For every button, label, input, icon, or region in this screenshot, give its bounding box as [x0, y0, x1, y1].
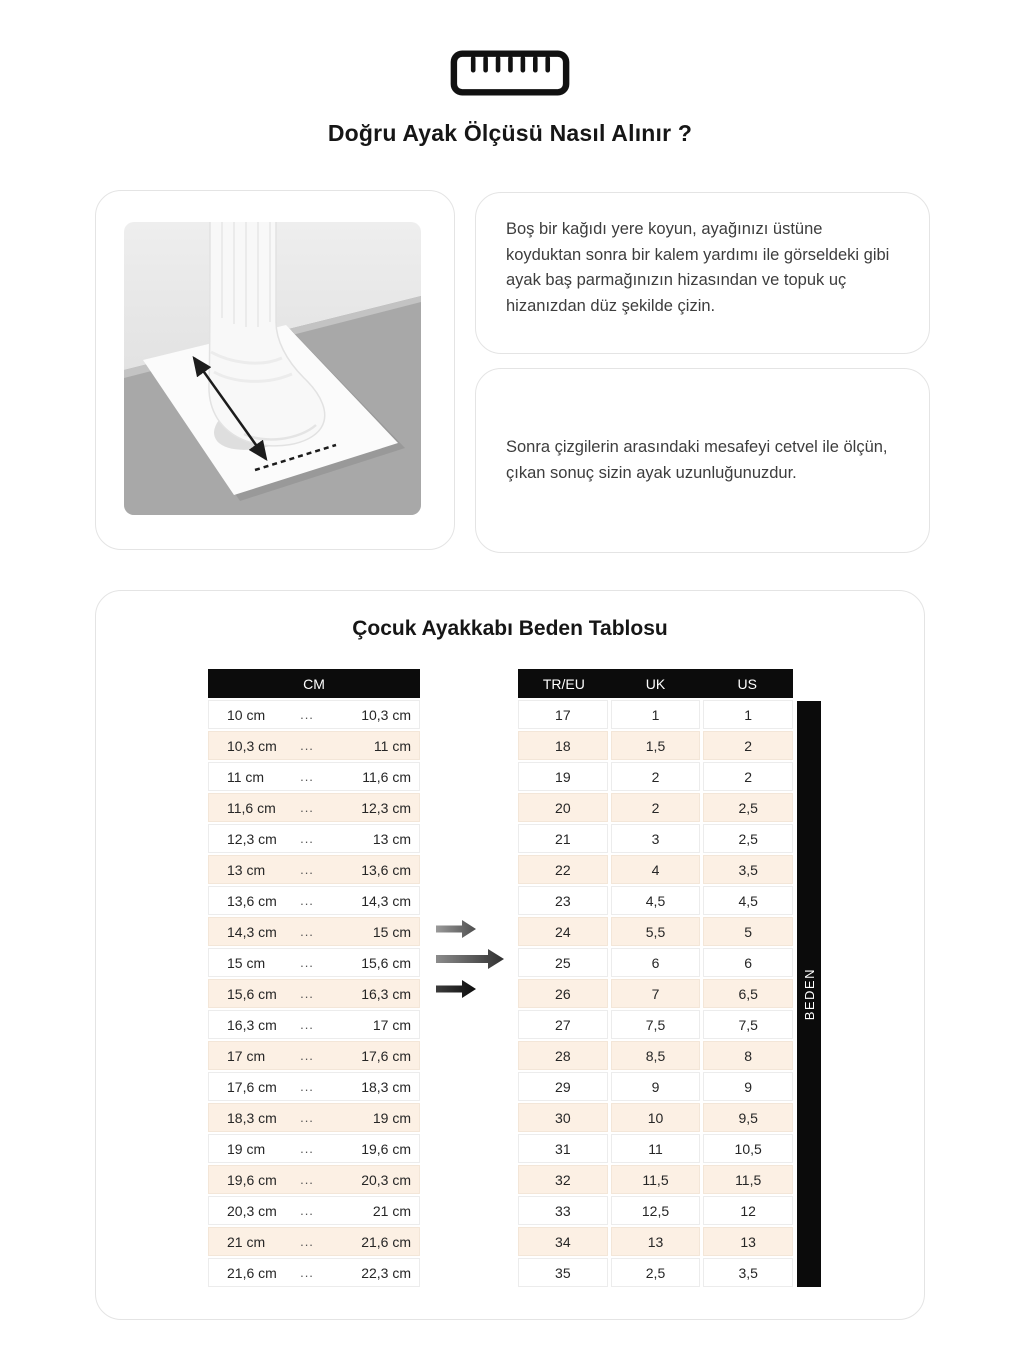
size-row [518, 762, 793, 791]
instruction-step-1-card [475, 192, 930, 354]
size-cell: 25 [518, 948, 608, 977]
cm-to-cell: 16,3 cm [361, 985, 411, 1002]
size-cell: 33 [518, 1196, 608, 1225]
size-row [518, 700, 793, 729]
cm-from-cell: 21,6 cm [227, 1264, 277, 1281]
size-cell: 34 [518, 1227, 608, 1256]
size-row [518, 979, 793, 1008]
size-cell: 10 [611, 1103, 701, 1132]
range-separator: ... [300, 1203, 314, 1218]
cm-range-row [208, 762, 420, 791]
size-row [518, 1010, 793, 1039]
cm-from-cell: 19,6 cm [227, 1171, 277, 1188]
beden-side-label [797, 701, 821, 1287]
size-conversion-body [518, 700, 793, 1287]
size-cell: 13 [611, 1227, 701, 1256]
size-column-header: TR/EU [542, 675, 585, 692]
size-cell: 11,5 [703, 1165, 793, 1194]
cm-from-cell: 13 cm [227, 861, 266, 878]
size-cell: 26 [518, 979, 608, 1008]
arrow-right-icon [436, 919, 490, 939]
size-row [518, 917, 793, 946]
range-separator: ... [300, 1110, 314, 1125]
size-cell: 7 [611, 979, 701, 1008]
range-separator: ... [300, 769, 314, 784]
size-cell: 13 [703, 1227, 793, 1256]
size-cell: 2,5 [703, 793, 793, 822]
size-cell: 22 [518, 855, 608, 884]
size-cell: 1 [611, 700, 701, 729]
cm-range-row [208, 1010, 420, 1039]
foot-photo-card [95, 190, 455, 550]
cm-to-cell: 14,3 cm [361, 892, 411, 909]
size-row [518, 948, 793, 977]
cm-range-table [208, 669, 420, 1289]
size-cell: 28 [518, 1041, 608, 1070]
foot-measurement-illustration [124, 222, 421, 515]
size-cell: 8,5 [611, 1041, 701, 1070]
cm-from-cell: 21 cm [227, 1233, 266, 1250]
cm-range-row [208, 1041, 420, 1070]
cm-range-row [208, 1072, 420, 1101]
range-separator: ... [300, 1079, 314, 1094]
cm-range-row [208, 1196, 420, 1225]
size-cell: 17 [518, 700, 608, 729]
size-cell: 20 [518, 793, 608, 822]
cm-from-cell: 17,6 cm [227, 1078, 277, 1095]
size-table-title: Çocuk Ayakkabı Beden Tablosu [352, 617, 668, 640]
size-cell: 9 [703, 1072, 793, 1101]
size-column-header: US [737, 675, 757, 692]
size-row [518, 1103, 793, 1132]
ruler-icon-svg [450, 50, 570, 96]
cm-table-header: CM [208, 669, 420, 698]
size-row [518, 793, 793, 822]
page-title: Doğru Ayak Ölçüsü Nasıl Alınır ? [327, 120, 693, 146]
cm-range-row [208, 793, 420, 822]
cm-range-row [208, 731, 420, 760]
size-table-card [95, 590, 925, 1320]
range-separator: ... [300, 893, 314, 908]
size-row [518, 1196, 793, 1225]
cm-range-row [208, 700, 420, 729]
cm-to-cell: 15 cm [372, 923, 411, 940]
arrow-right-icon [436, 948, 506, 970]
cm-to-cell: 10,3 cm [361, 706, 411, 723]
size-cell: 2 [611, 793, 701, 822]
cm-table-body [208, 700, 420, 1287]
cm-to-cell: 18,3 cm [361, 1078, 411, 1095]
cm-to-cell: 17 cm [372, 1016, 411, 1033]
size-cell: 9 [611, 1072, 701, 1101]
size-row [518, 824, 793, 853]
size-cell: 3,5 [703, 855, 793, 884]
cm-from-cell: 11 cm [227, 768, 265, 785]
size-cell: 4,5 [703, 886, 793, 915]
size-cell: 24 [518, 917, 608, 946]
mapping-arrows-icon [436, 919, 508, 999]
size-cell: 5,5 [611, 917, 701, 946]
size-cell: 4,5 [611, 886, 701, 915]
beden-side-label-text: BEDEN [801, 967, 817, 1021]
size-cell: 1,5 [611, 731, 701, 760]
size-cell: 2 [703, 731, 793, 760]
size-row [518, 1041, 793, 1070]
cm-range-row [208, 1258, 420, 1287]
range-separator: ... [300, 1172, 314, 1187]
size-cell: 7,5 [611, 1010, 701, 1039]
size-row [518, 886, 793, 915]
size-cell: 3 [611, 824, 701, 853]
size-cell: 6,5 [703, 979, 793, 1008]
size-column-header: UK [645, 675, 666, 692]
range-separator: ... [300, 1265, 314, 1280]
size-row [518, 731, 793, 760]
size-cell: 23 [518, 886, 608, 915]
cm-range-row [208, 1134, 420, 1163]
foot-measurement-photo [124, 222, 421, 515]
size-cell: 6 [703, 948, 793, 977]
range-separator: ... [300, 986, 314, 1001]
size-cell: 11,5 [611, 1165, 701, 1194]
size-cell: 35 [518, 1258, 608, 1287]
size-cell: 9,5 [703, 1103, 793, 1132]
size-cell: 7,5 [703, 1010, 793, 1039]
size-cell: 8 [703, 1041, 793, 1070]
cm-to-cell: 20,3 cm [361, 1171, 411, 1188]
size-cell: 2,5 [611, 1258, 701, 1287]
size-row [518, 1072, 793, 1101]
size-cell: 31 [518, 1134, 608, 1163]
cm-from-cell: 19 cm [227, 1140, 266, 1157]
ruler-icon [450, 50, 570, 96]
cm-range-row [208, 917, 420, 946]
cm-from-cell: 14,3 cm [227, 923, 277, 940]
arrow-right-icon [436, 979, 490, 999]
size-cell: 32 [518, 1165, 608, 1194]
range-separator: ... [300, 707, 314, 722]
cm-to-cell: 12,3 cm [361, 799, 411, 816]
cm-from-cell: 12,3 cm [227, 830, 277, 847]
size-cell: 1 [703, 700, 793, 729]
size-cell: 12 [703, 1196, 793, 1225]
size-cell: 10,5 [703, 1134, 793, 1163]
cm-to-cell: 17,6 cm [361, 1047, 411, 1064]
cm-range-row [208, 824, 420, 853]
cm-to-cell: 22,3 cm [361, 1264, 411, 1281]
cm-to-cell: 15,6 cm [361, 954, 411, 971]
size-cell: 18 [518, 731, 608, 760]
cm-range-row [208, 1103, 420, 1132]
cm-from-cell: 11,6 cm [227, 799, 276, 816]
size-cell: 2,5 [703, 824, 793, 853]
size-cell: 29 [518, 1072, 608, 1101]
cm-range-row [208, 1227, 420, 1256]
range-separator: ... [300, 1017, 314, 1032]
range-separator: ... [300, 1141, 314, 1156]
cm-to-cell: 11 cm [373, 737, 411, 754]
instruction-step-2-text: Sonra çizgilerin arasındaki mesafeyi cetvel ile ölçün, çıkan sonuç sizin ayak uzunluğunuzdur. [506, 437, 888, 482]
size-row [518, 1134, 793, 1163]
cm-from-cell: 16,3 cm [227, 1016, 277, 1033]
size-row [518, 855, 793, 884]
cm-to-cell: 13,6 cm [361, 861, 411, 878]
size-cell: 5 [703, 917, 793, 946]
cm-range-row [208, 979, 420, 1008]
cm-to-cell: 21,6 cm [361, 1233, 411, 1250]
size-cell: 3,5 [703, 1258, 793, 1287]
cm-from-cell: 20,3 cm [227, 1202, 277, 1219]
size-conversion-table [518, 669, 793, 1289]
cm-range-row [208, 886, 420, 915]
size-cell: 2 [611, 762, 701, 791]
cm-from-cell: 18,3 cm [227, 1109, 277, 1126]
instruction-step-1-text: Boş bir kağıdı yere koyun, ayağınızı üstüne koyduktan sonra bir kalem yardımı ile görseldeki gibi ayak baş parmağınızın hizasından ve topuk uç hizanızdan düz şekilde çizin. [506, 220, 890, 315]
cm-range-row [208, 948, 420, 977]
size-cell: 19 [518, 762, 608, 791]
cm-to-cell: 19,6 cm [361, 1140, 411, 1157]
cm-from-cell: 15 cm [227, 954, 266, 971]
size-cell: 12,5 [611, 1196, 701, 1225]
range-separator: ... [300, 738, 314, 753]
size-row [518, 1258, 793, 1287]
range-separator: ... [300, 1048, 314, 1063]
size-row [518, 1227, 793, 1256]
range-separator: ... [300, 800, 314, 815]
cm-to-cell: 19 cm [372, 1109, 411, 1126]
size-cell: 6 [611, 948, 701, 977]
cm-to-cell: 11,6 cm [362, 768, 411, 785]
range-separator: ... [300, 955, 314, 970]
range-separator: ... [300, 831, 314, 846]
size-cell: 21 [518, 824, 608, 853]
cm-to-cell: 13 cm [372, 830, 411, 847]
size-cell: 4 [611, 855, 701, 884]
size-cell: 2 [703, 762, 793, 791]
size-cell: 30 [518, 1103, 608, 1132]
range-separator: ... [300, 862, 314, 877]
cm-from-cell: 10,3 cm [227, 737, 277, 754]
size-cell: 27 [518, 1010, 608, 1039]
size-conversion-header [518, 669, 793, 698]
cm-to-cell: 21 cm [372, 1202, 411, 1219]
cm-from-cell: 10 cm [227, 706, 266, 723]
size-row [518, 1165, 793, 1194]
cm-range-row [208, 1165, 420, 1194]
size-cell: 11 [611, 1134, 701, 1163]
range-separator: ... [300, 1234, 314, 1249]
instruction-step-2-card [475, 368, 930, 553]
cm-range-row [208, 855, 420, 884]
cm-from-cell: 17 cm [227, 1047, 266, 1064]
range-separator: ... [300, 924, 314, 939]
cm-from-cell: 13,6 cm [227, 892, 277, 909]
cm-from-cell: 15,6 cm [227, 985, 277, 1002]
